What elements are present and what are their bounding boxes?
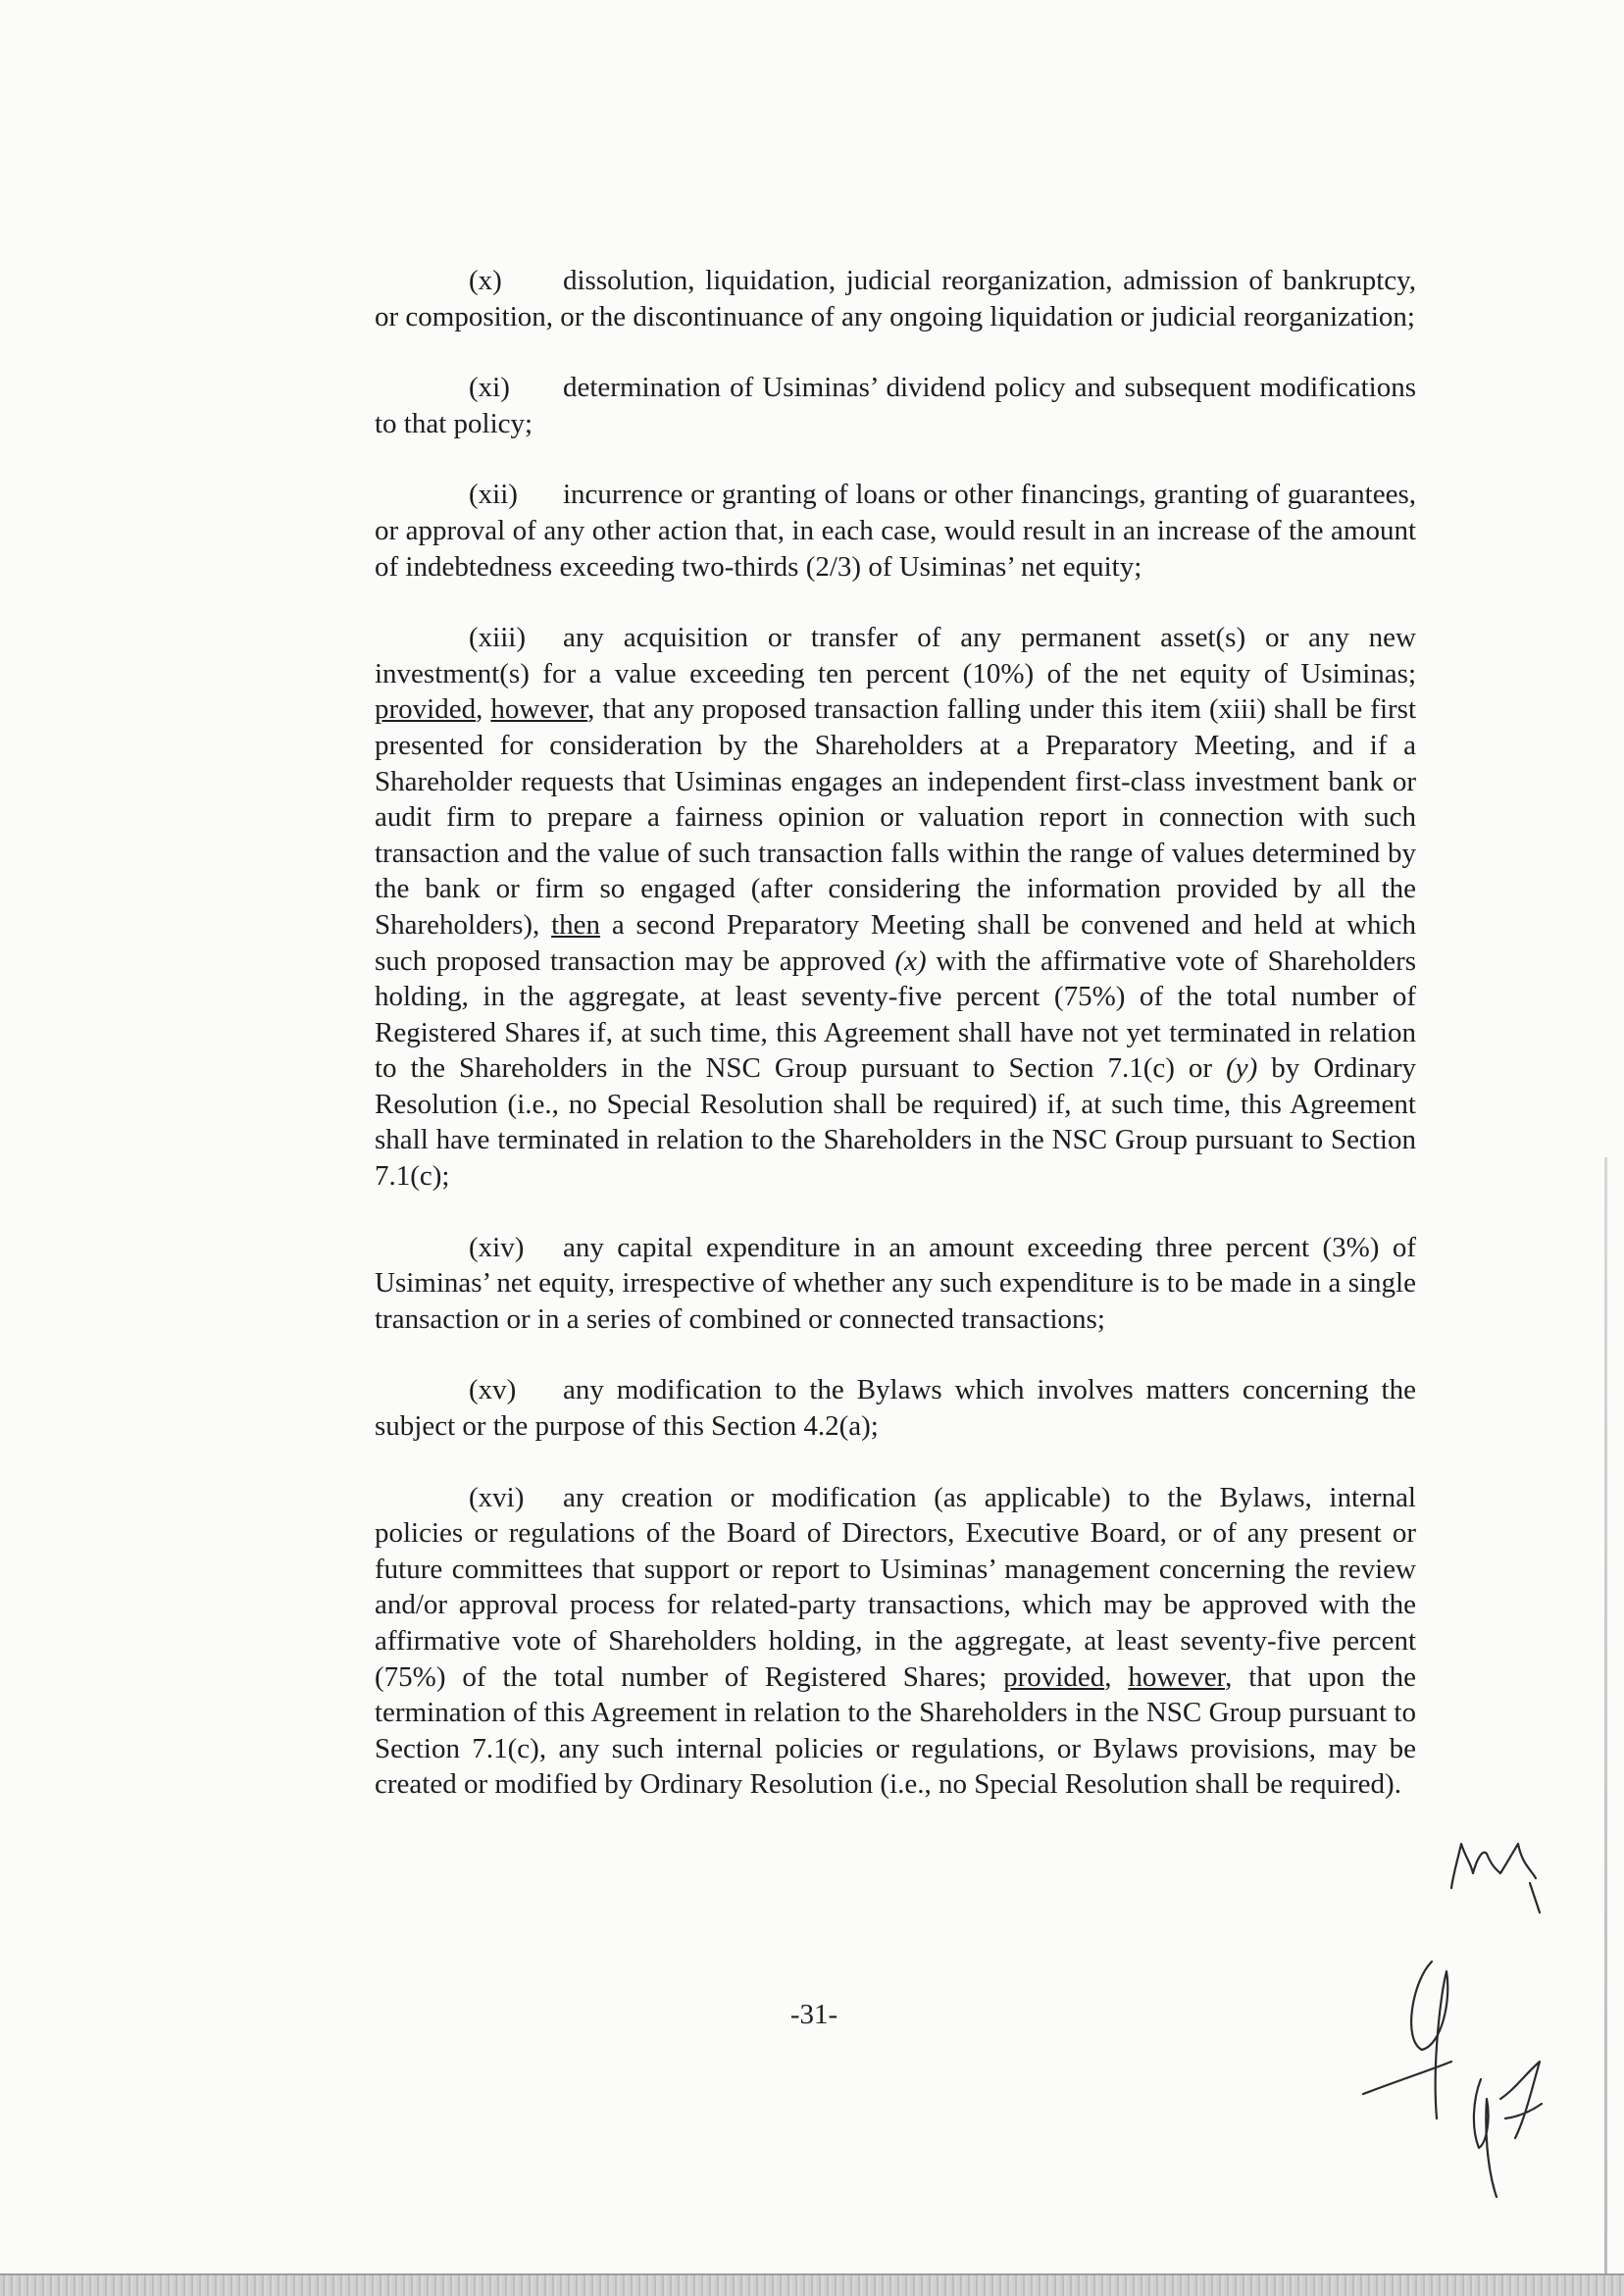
- initials-stroke: [1474, 2079, 1497, 2197]
- underlined-term: however: [1128, 1660, 1226, 1693]
- scan-edge-right: [1604, 1157, 1607, 2294]
- clause-xi: [375, 370, 1416, 441]
- scan-edge-bottom: [0, 2273, 1624, 2296]
- underlined-term: then: [551, 908, 601, 941]
- initials-stroke: [1530, 1883, 1540, 1913]
- clause-text: by Ordinary Resolution (i.e., no Special Resolution shall be required) if, at such time, this Agreement shall have terminated in relation to the Shareholders in the NSC Group pursuant to Section 7.1(c);: [375, 1052, 1416, 1193]
- clause-number: (xv): [469, 1374, 517, 1406]
- clause-number: (xvi): [469, 1481, 525, 1513]
- clause-number: (xii): [469, 479, 518, 511]
- clause-text: incurrence or granting of loans or other financings, granting of guarantees, or approval of any other action that, in each case, would result in an increase of the amount of indebtedness exceeding two-thirds (2/3) of Usiminas’ net equity;: [375, 479, 1416, 583]
- clause-text: , that any proposed transaction falling under this item (xiii) shall be first presented for consideration by the Shareholders at a Preparatory Meeting, and if a Shareholder requests that Usiminas engages an independent first-class investment bank or audit firm to prepare a fairness opinion or valuation report in connection with such transaction and the value of such transaction falls within the range of values determined by the bank or firm so engaged (after considering the information provided by all the Shareholders),: [375, 693, 1416, 941]
- clause-text: ,: [1104, 1660, 1129, 1693]
- clause-x: [375, 263, 1416, 334]
- underlined-term: provided: [1003, 1660, 1105, 1693]
- clause-number: (xi): [469, 372, 510, 404]
- clause-text: any modification to the Bylaws which involves matters concerning the subject or the purpose of this Section 4.2(a);: [375, 1374, 1416, 1443]
- clause-xvi: [375, 1480, 1416, 1803]
- clause-xiv: [375, 1230, 1416, 1338]
- clause-text: any acquisition or transfer of any permanent asset(s) or any new investment(s) for a value exceeding ten percent (10%) of the net equity of Usiminas;: [375, 622, 1416, 689]
- initials-stroke: [1411, 1962, 1447, 2118]
- clause-xv: [375, 1372, 1416, 1444]
- clause-text: ,: [476, 693, 491, 726]
- clause-text: , that upon the termination of this Agreement in relation to the Shareholders in the NSC Group pursuant to Section 7.1(c), any such internal policies or regulations, or Bylaws provisions, may be created or modified by Ordinary Resolution (i.e., no Special Resolution shall be required).: [375, 1660, 1416, 1801]
- document-body: [375, 263, 1416, 1838]
- clause-text: any creation or modification (as applicable) to the Bylaws, internal policies or regulations of the Board of Directors, Executive Board, or of any present or future committees that support or report to Usiminas’ management concerning the review and/or approval process for related-party transactions, which may be approved with the affirmative vote of Shareholders holding, in the aggregate, at least seventy-five percent (75%) of the total number of Registered Shares;: [375, 1481, 1416, 1693]
- clause-text: any capital expenditure in an amount exceeding three percent (3%) of Usiminas’ net equity, irrespective of whether any such expenditure is to be made in a single transaction or in a series of combined or connected transactions;: [375, 1231, 1416, 1335]
- clause-text: with the affirmative vote of Shareholders holding, in the aggregate, at least seventy-five percent (75%) of the total number of Registered Shares if, at such time, this Agreement shall have not yet terminated in relation to the Shareholders in the NSC Group pursuant to Section 7.1(c) or: [375, 944, 1417, 1085]
- underlined-term: provided: [375, 693, 477, 726]
- italic-marker: (x): [894, 944, 927, 977]
- clause-number: (xiv): [469, 1231, 525, 1263]
- clause-number: (xiii): [469, 622, 526, 654]
- clause-text: dissolution, liquidation, judicial reorganization, admission of bankruptcy, or composition, or the discontinuance of any ongoing liquidation or judicial reorganization;: [375, 265, 1416, 332]
- handwritten-initials-icon: [1304, 1805, 1599, 2217]
- clause-text: determination of Usiminas’ dividend policy and subsequent modifications to that policy;: [375, 372, 1416, 439]
- page-number: -31-: [789, 1999, 838, 2030]
- underlined-term: however: [490, 693, 588, 726]
- italic-marker: (y): [1226, 1052, 1258, 1085]
- initials-stroke: [1451, 1844, 1536, 1888]
- clause-number: (x): [469, 265, 502, 296]
- clause-xii: [375, 477, 1416, 585]
- initials-stroke: [1363, 2062, 1451, 2094]
- clause-text: a second Preparatory Meeting shall be convened and held at which such proposed transaction may be approved: [375, 908, 1416, 977]
- clause-xiii: [375, 620, 1416, 1195]
- initials-stroke: [1500, 2062, 1540, 2138]
